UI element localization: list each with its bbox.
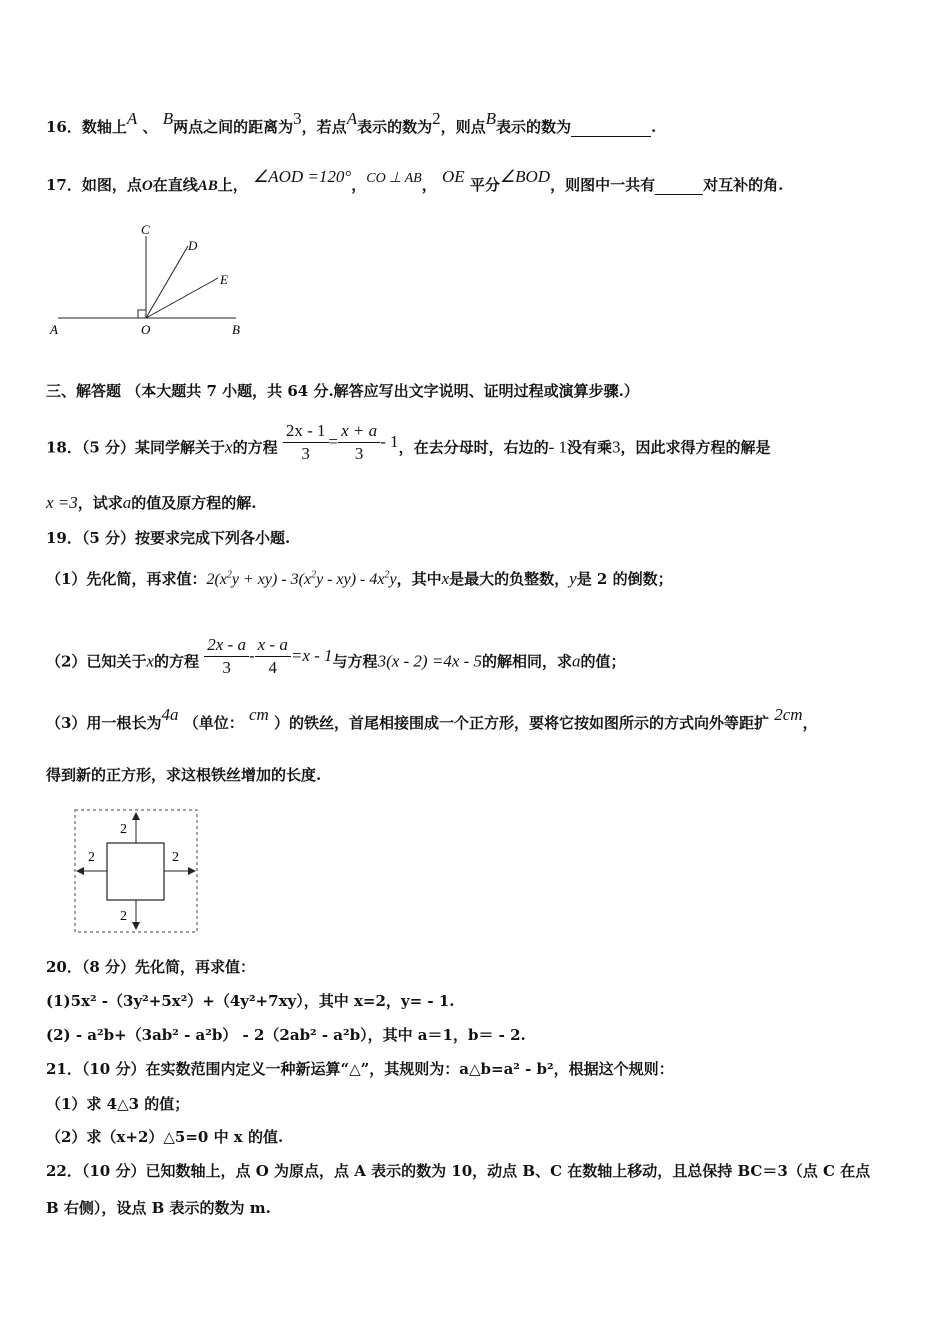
question-18-cont: x =3，试求a的值及原方程的解. — [46, 493, 257, 512]
question-22: 22．（10 分）已知数轴上，点 O 为原点，点 A 表示的数为 10，动点 B、C 在数轴上移动，且总保持 BC＝3（点 C 在点 — [46, 1162, 871, 1180]
q20-number: 20． — [46, 958, 82, 976]
question-19: 19．（5 分）按要求完成下列各小题. — [46, 529, 291, 547]
label-right: 2 — [172, 850, 179, 865]
label-d: D — [188, 238, 198, 253]
q16-number: 16． — [46, 118, 82, 136]
question-22-cont: B 右侧），设点 B 表示的数为 m. — [46, 1199, 271, 1217]
q19-part3-cont: 得到新的正方形，求这根铁丝增加的长度. — [46, 766, 322, 784]
q19-part3: （3）用一根长为4a （单位： cm ）的铁丝，首尾相接围成一个正方形，要将它按如图所示的方式向外等距扩 2cm， — [46, 705, 818, 732]
q20-part2: (2) - a²b+（3ab² - a²b） - 2（2ab² - a²b），其中 a＝1，b＝ - 2. — [46, 1026, 526, 1044]
fraction: $\frac{x + a}{3}$ — [338, 420, 380, 465]
q19-part2: （2）已知关于x的方程 $\frac{2x - a}{3}$ - $\frac{x - a}{4}$ =x - 1与方程3(x - 2) =4x - 5的解相同，求a的值； — [46, 635, 626, 677]
right-angle-mark — [138, 310, 146, 318]
answer-blank[interactable] — [571, 122, 651, 137]
section-note: （本大题共 7 小题，共 64 分.解答应写出文字说明、证明过程或演算步骤.） — [126, 382, 639, 400]
inner-square — [107, 843, 164, 900]
label-left: 2 — [88, 850, 95, 865]
q21-number: 21． — [46, 1060, 82, 1078]
question-20: 20．（8 分）先化简，再求值： — [46, 958, 256, 976]
answer-blank[interactable] — [655, 180, 703, 195]
section-3-heading — [46, 380, 639, 401]
label-e: E — [220, 272, 228, 287]
square-expansion-figure — [70, 806, 204, 936]
fraction: $\frac{2x - a}{3}$ — [204, 634, 249, 679]
q19-part1: （1）先化简，再求值：$2(x^2y + xy) - 3(x^2y - xy) - 4x^2y$，其中x是最大的负整数，y是 2 的倒数； — [46, 569, 673, 588]
ray-oe — [146, 278, 218, 318]
q18-number: 18． — [46, 438, 82, 457]
q19-number: 19． — [46, 529, 82, 547]
arrow-up-head — [132, 812, 140, 820]
arrow-down-head — [132, 922, 140, 930]
question-16: 16．数轴上A 、 B两点之间的距离为3，若点A表示的数为2，则点B表示的数为 . — [46, 109, 657, 136]
ray-od — [146, 246, 188, 318]
label-b: B — [232, 322, 240, 337]
section-title: 三、解答题 — [46, 382, 122, 400]
fraction: $\frac{2x - 1}{3}$ — [283, 420, 329, 465]
label-bottom: 2 — [120, 909, 127, 924]
q21-part2: （2）求（x+2）△5=0 中 x 的值. — [46, 1128, 284, 1146]
label-top: 2 — [120, 822, 127, 837]
arrow-left-head — [76, 867, 84, 875]
label-o: O — [141, 322, 151, 337]
question-17: 17．如图，点O在直线AB上， ∠AOD =120°，CO ⊥ AB， OE 平分∠BOD，则图中一共有 对互补的角. — [46, 167, 784, 194]
q20-part1: (1)5x² -（3y²+5x²）+（4y²+7xy），其中 x=2，y= - 1. — [46, 992, 455, 1010]
question-18: 18．（5 分）某同学解关于x的方程 $\frac{2x - 1}{3}$ = $\frac{x + a}{3}$ - 1，在去分母时，右边的- 1没有乘3，因此求得方程的解是 — [46, 421, 771, 463]
expression: $2(x^2y + xy) - 3(x^2y - xy) - 4x^2y$ — [206, 569, 397, 588]
q22-number: 22． — [46, 1162, 82, 1180]
question-21: 21．（10 分）在实数范围内定义一种新运算“△”，其规则为：a△b=a² - b²，根据这个规则： — [46, 1060, 674, 1078]
q21-part1: （1）求 4△3 的值； — [46, 1095, 190, 1113]
q17-number: 17． — [46, 176, 82, 194]
label-c: C — [141, 222, 150, 237]
angle-figure — [40, 218, 260, 346]
fraction: $\frac{x - a}{4}$ — [255, 634, 291, 679]
arrow-right-head — [188, 867, 196, 875]
label-a: A — [50, 322, 58, 337]
